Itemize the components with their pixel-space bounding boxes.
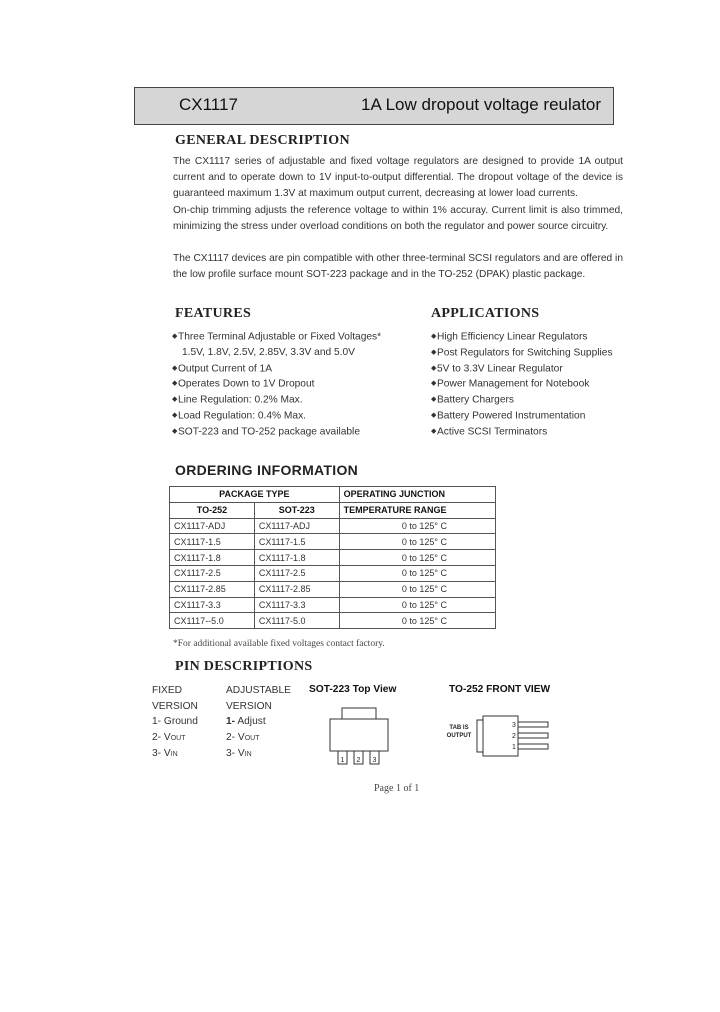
bullet-icon: ◆ bbox=[172, 380, 178, 388]
bullet-icon: ◆ bbox=[431, 364, 437, 372]
adj-pin-1: 1- Adjust bbox=[226, 716, 266, 727]
description-paragraph-1: The CX1117 series of adjustable and fixed voltage regulators are designed to provide 1A output current and to operate down to 1V input-to-output differential. The dropout voltage of the device is guaranteed maximum 1.3V at maximum output current, decreasing at lower load currents. bbox=[173, 156, 623, 199]
title-banner bbox=[134, 87, 614, 125]
description-paragraph-3: The CX1117 devices are pin compatible with other three-terminal SCSI regulators and are offered in the low profile surface mount SOT-223 package and in the TO-252 (DPAK) plastic package. bbox=[173, 253, 623, 280]
list-item: ◆Active SCSI Terminators bbox=[431, 424, 613, 440]
applications-list bbox=[431, 329, 613, 440]
page-footer: Page 1 of 1 bbox=[374, 783, 420, 794]
to252-pin-2-label: 2 bbox=[512, 733, 516, 740]
package-type-header: PACKAGE TYPE bbox=[170, 487, 340, 503]
list-item: ◆SOT-223 and TO-252 package available bbox=[172, 424, 381, 440]
list-item: ◆High Efficiency Linear Regulators bbox=[431, 329, 613, 345]
bullet-icon: ◆ bbox=[431, 380, 437, 388]
table-row: CX1117-ADJ CX1117-ADJ 0 to 125° C bbox=[170, 518, 496, 534]
temp-header-2: TEMPERATURE RANGE bbox=[339, 502, 495, 518]
bullet-icon: ◆ bbox=[172, 427, 178, 435]
fixed-version-label: VERSION bbox=[152, 700, 198, 712]
list-item: ◆Load Regulation: 0.4% Max. bbox=[172, 408, 381, 424]
adjustable-version-label: VERSION bbox=[226, 700, 272, 712]
to252-view-title: TO-252 FRONT VIEW bbox=[449, 684, 551, 695]
adj-pin-2: 2- VOUT bbox=[226, 731, 260, 743]
applications-heading: APPLICATIONS bbox=[431, 306, 540, 321]
features-heading: FEATURES bbox=[175, 306, 252, 321]
features-list bbox=[172, 329, 381, 440]
to252-column-header: TO-252 bbox=[170, 502, 255, 518]
table-row: CX1117-1.8 CX1117-1.8 0 to 125° C bbox=[170, 550, 496, 566]
sot223-pin-3-label: 3 bbox=[372, 757, 377, 764]
ordering-heading: ORDERING INFORMATION bbox=[175, 462, 359, 478]
table-row: CX1117-1.5 CX1117-1.5 0 to 125° C bbox=[170, 534, 496, 550]
table-row: CX1117-3.3 CX1117-3.3 0 to 125° C bbox=[170, 597, 496, 613]
general-description-heading: GENERAL DESCRIPTION bbox=[175, 133, 350, 148]
to252-diagram bbox=[440, 712, 555, 762]
list-item: ◆Three Terminal Adjustable or Fixed Voltages* bbox=[172, 329, 381, 345]
table-row: CX1117-2.5 CX1117-2.5 0 to 125° C bbox=[170, 565, 496, 581]
description-paragraph-2: On-chip trimming adjusts the reference voltage to within 1% accuray. Current limit is also trimmed, minimizing the stress under overload conditions on both the regulator and power source circuitry. bbox=[173, 205, 623, 232]
ordering-note: *For additional available fixed voltages contact factory. bbox=[173, 639, 385, 649]
fixed-pin-2: 2- VOUT bbox=[152, 731, 186, 743]
sot223-pin-1-label: 1 bbox=[340, 757, 345, 764]
fixed-pin-1: 1- Ground bbox=[152, 716, 198, 727]
fixed-label: FIXED bbox=[152, 685, 183, 696]
bullet-icon: ◆ bbox=[172, 411, 178, 419]
adjustable-version-pins bbox=[226, 683, 291, 763]
list-item: ◆Post Regulators for Switching Supplies bbox=[431, 345, 613, 361]
bullet-icon: ◆ bbox=[431, 427, 437, 435]
list-item: ◆Operates Down to 1V Dropout bbox=[172, 376, 381, 392]
bullet-icon: ◆ bbox=[431, 348, 437, 356]
sot223-column-header: SOT-223 bbox=[254, 502, 339, 518]
adjustable-label: ADJUSTABLE bbox=[226, 685, 291, 696]
list-item: ◆Line Regulation: 0.2% Max. bbox=[172, 392, 381, 408]
adj-pin-3: 3- VIN bbox=[226, 748, 252, 759]
sot223-pin-2-label: 2 bbox=[356, 757, 361, 764]
bullet-icon: ◆ bbox=[431, 411, 437, 419]
list-item: ◆Power Management for Notebook bbox=[431, 376, 613, 392]
to252-pin-1-label: 1 bbox=[512, 744, 516, 751]
list-item: ◆Output Current of 1A bbox=[172, 361, 381, 377]
tab-label-2: OUTPUT bbox=[446, 733, 472, 739]
list-item: ◆Battery Powered Instrumentation bbox=[431, 408, 613, 424]
to252-pin-2 bbox=[518, 733, 548, 738]
bullet-icon: ◆ bbox=[172, 396, 178, 404]
fixed-version-pins bbox=[152, 683, 198, 763]
document-title: 1A Low dropout voltage reulator bbox=[361, 95, 602, 114]
list-item: ◆Battery Chargers bbox=[431, 392, 613, 408]
sot223-diagram bbox=[320, 700, 400, 768]
sot223-tab bbox=[342, 708, 376, 719]
sot223-body bbox=[330, 719, 388, 751]
pin-descriptions-heading: PIN DESCRIPTIONS bbox=[175, 659, 313, 674]
table-row: CX1117-2.85 CX1117-2.85 0 to 125° C bbox=[170, 581, 496, 597]
bullet-icon: ◆ bbox=[172, 364, 178, 372]
temp-header-1: OPERATING JUNCTION bbox=[339, 487, 495, 503]
table-row: CX1117--5.0 CX1117-5.0 0 to 125° C bbox=[170, 613, 496, 629]
bullet-icon: ◆ bbox=[172, 333, 178, 340]
ordering-table bbox=[169, 486, 496, 629]
tab-label-1: TAB IS bbox=[449, 725, 469, 731]
list-item: ◆5V to 3.3V Linear Regulator bbox=[431, 361, 613, 377]
to252-tab bbox=[477, 720, 483, 752]
fixed-pin-3: 3- VIN bbox=[152, 748, 178, 759]
to252-pin-1 bbox=[518, 744, 548, 749]
sot223-view-title: SOT-223 Top View bbox=[309, 684, 397, 695]
list-item: 1.5V, 1.8V, 2.5V, 2.85V, 3.3V and 5.0V bbox=[182, 346, 355, 358]
to252-pin-3 bbox=[518, 722, 548, 727]
to252-pin-3-label: 3 bbox=[512, 722, 516, 729]
bullet-icon: ◆ bbox=[431, 333, 437, 340]
bullet-icon: ◆ bbox=[431, 396, 437, 404]
part-number: CX1117 bbox=[179, 95, 238, 114]
